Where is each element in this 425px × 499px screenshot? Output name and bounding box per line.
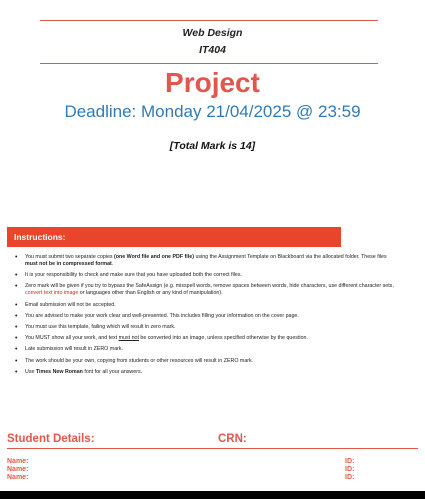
- instructions-list: [15, 254, 400, 380]
- list-item: • The work should be your own, copying from students or other resources will result in ZERO mark.: [15, 357, 254, 365]
- list-item: • You are advised to make your work clear and well-presented. This includes filling your information on the cover page.: [15, 312, 299, 320]
- deadline-text: Deadline: Monday 21/04/2025 @ 23:59: [64, 102, 361, 121]
- list-item: • You must use this template, failing which will result in zero mark.: [15, 323, 176, 331]
- id-label: ID:: [345, 458, 355, 465]
- course-code: IT404: [199, 44, 226, 56]
- bullet-icon: •: [15, 357, 18, 365]
- bullet-icon: •: [15, 323, 18, 331]
- list-item: • It is your responsibility to check and make sure that you have uploaded both the correct files.: [15, 272, 242, 280]
- bullet-icon: •: [15, 301, 18, 309]
- list-item: • You MUST show all your work, and text must not be converted into an image, unless specified otherwise by the question.: [15, 335, 308, 343]
- bullet-icon: •: [15, 312, 18, 320]
- top-divider: [40, 20, 378, 21]
- name-label: Name:: [7, 458, 29, 465]
- bullet-icon: •: [15, 346, 18, 354]
- list-item: • Email submission will not be accepted.: [15, 301, 116, 309]
- bullet-icon: •: [15, 283, 18, 291]
- instructions-heading: Instructions:: [7, 227, 341, 247]
- bullet-icon: •: [15, 368, 18, 376]
- list-item: • Late submission will result in ZERO mark.: [15, 346, 124, 354]
- table-header-bar: [0, 491, 425, 499]
- total-mark-text: [Total Mark is 14]: [169, 140, 256, 152]
- list-item: • You must submit two separate copies (one Word file and one PDF file) using the Assignment Template on Blackboard via the allocated folder. These files must not be in compressed format.: [15, 254, 387, 267]
- id-label: ID:: [345, 466, 355, 473]
- student-details-label: Student Details:: [7, 433, 95, 445]
- bullet-icon: •: [15, 272, 18, 280]
- crn-label: CRN:: [218, 433, 247, 445]
- list-item: • Use Times New Roman font for all your answers.: [15, 368, 143, 376]
- course-name: Web Design: [182, 27, 243, 39]
- bullet-icon: •: [15, 254, 18, 261]
- bullet-icon: •: [15, 335, 18, 343]
- id-label: ID:: [345, 474, 355, 481]
- document-title: Project: [165, 67, 260, 98]
- name-label: Name:: [7, 466, 29, 473]
- list-item: • Zero mark will be given if you try to bypass the SafeAssign (e.g. misspell words, remove spaces between words, hide characters, use different character sets, convert text into image or languages other than English or any kind of manipulation).: [15, 283, 394, 297]
- name-label: Name:: [7, 474, 29, 481]
- header-divider: [40, 63, 378, 64]
- student-details-divider: [7, 448, 418, 449]
